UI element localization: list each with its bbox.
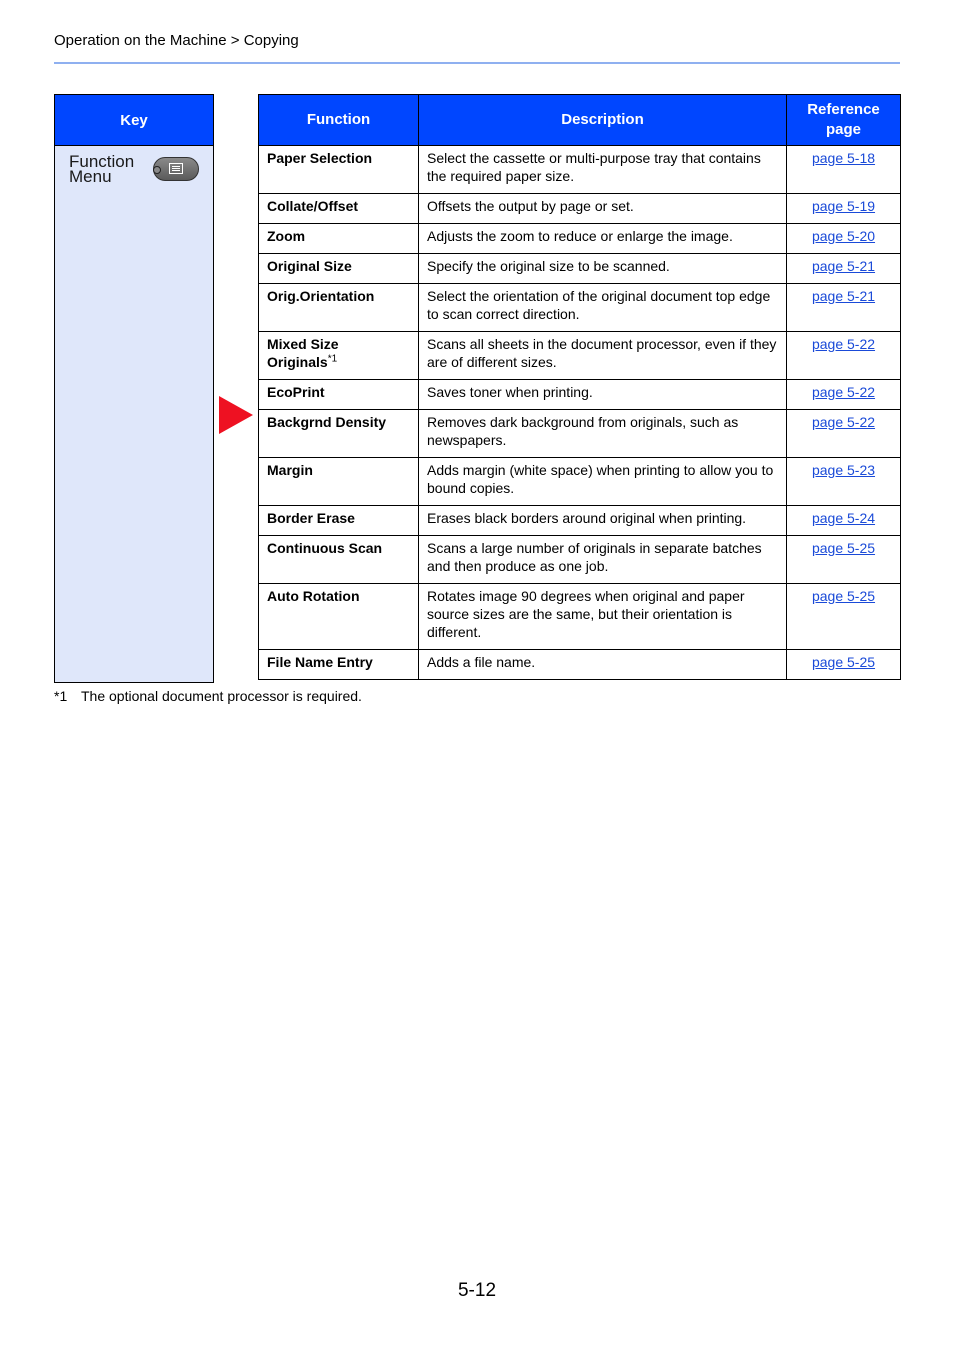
description-cell: Specify the original size to be scanned.	[419, 254, 787, 284]
table-row	[259, 254, 901, 284]
description-cell: Adds a file name.	[419, 650, 787, 680]
function-name: EcoPrint	[267, 384, 325, 400]
function-name: Original Size	[267, 258, 352, 274]
table-row	[259, 458, 901, 506]
reference-cell	[787, 650, 901, 680]
description-cell: Select the cassette or multi-purpose tray that contains the required paper size.	[419, 146, 787, 194]
reference-page-link[interactable]: page 5-22	[811, 384, 876, 400]
description-cell: Erases black borders around original when printing.	[419, 506, 787, 536]
reference-cell	[787, 584, 901, 650]
function-menu-button	[153, 157, 199, 181]
reference-cell	[787, 146, 901, 194]
description-cell: Removes dark background from originals, such as newspapers.	[419, 410, 787, 458]
function-name: Margin	[267, 462, 313, 478]
function-name-cell	[259, 224, 419, 254]
function-name-cell	[259, 380, 419, 410]
description-cell: Saves toner when printing.	[419, 380, 787, 410]
key-header: Key	[55, 95, 214, 146]
function-column-header: Function	[259, 95, 419, 146]
function-name-cell	[259, 584, 419, 650]
function-name: Paper Selection	[267, 150, 373, 166]
header-rule	[54, 62, 900, 64]
table-row	[259, 284, 901, 332]
key-label-line2: Menu	[69, 167, 112, 186]
footnote-reference: *1	[327, 353, 338, 365]
function-menu-key-label	[69, 154, 149, 184]
reference-page-link[interactable]: page 5-25	[811, 540, 876, 556]
reference-cell	[787, 536, 901, 584]
footnote	[54, 688, 362, 704]
reference-cell	[787, 332, 901, 380]
reference-page-link[interactable]: page 5-25	[811, 588, 876, 604]
function-name: Zoom	[267, 228, 306, 244]
description-cell: Scans a large number of originals in separate batches and then produce as one job.	[419, 536, 787, 584]
description-cell: Offsets the output by page or set.	[419, 194, 787, 224]
breadcrumb: Operation on the Machine > Copying	[54, 32, 299, 49]
function-name: Mixed Size Originals	[267, 336, 339, 370]
footnote-text: The optional document processor is required.	[81, 688, 362, 704]
reference-page-link[interactable]: page 5-18	[811, 150, 876, 166]
table-row	[259, 224, 901, 254]
reference-cell	[787, 224, 901, 254]
table-row	[259, 380, 901, 410]
reference-page-link[interactable]: page 5-22	[811, 414, 876, 430]
function-name: Orig.Orientation	[267, 288, 375, 304]
reference-page-link[interactable]: page 5-19	[811, 198, 876, 214]
table-row	[259, 650, 901, 680]
reference-column-header: Reference page	[787, 95, 901, 146]
function-name-cell	[259, 410, 419, 458]
reference-cell	[787, 506, 901, 536]
table-row	[259, 536, 901, 584]
reference-page-link[interactable]: page 5-25	[811, 654, 876, 670]
description-column-header: Description	[419, 95, 787, 146]
table-row	[259, 584, 901, 650]
function-name-cell	[259, 458, 419, 506]
function-name: Backgrnd Density	[267, 414, 387, 430]
table-row	[259, 332, 901, 380]
page-number: 5-12	[457, 1280, 497, 1301]
table-row	[259, 194, 901, 224]
function-table	[258, 94, 901, 680]
description-cell: Rotates image 90 degrees when original and paper source sizes are the same, but their orientation is different.	[419, 584, 787, 650]
key-table	[54, 94, 214, 683]
selected-row-arrow-icon	[219, 396, 253, 434]
reference-cell	[787, 410, 901, 458]
function-name-cell	[259, 254, 419, 284]
reference-cell	[787, 284, 901, 332]
key-cell	[55, 146, 214, 683]
table-row	[259, 506, 901, 536]
reference-page-link[interactable]: page 5-23	[811, 462, 876, 478]
function-name-cell	[259, 506, 419, 536]
description-cell: Scans all sheets in the document processor, even if they are of different sizes.	[419, 332, 787, 380]
function-name-cell	[259, 536, 419, 584]
reference-page-link[interactable]: page 5-21	[811, 288, 876, 304]
function-name-cell	[259, 650, 419, 680]
description-cell: Select the orientation of the original document top edge to scan correct direction.	[419, 284, 787, 332]
reference-page-link[interactable]: page 5-20	[811, 228, 876, 244]
table-row	[259, 410, 901, 458]
function-name-cell	[259, 194, 419, 224]
reference-page-link[interactable]: page 5-22	[811, 336, 876, 352]
function-name: File Name Entry	[267, 654, 373, 670]
function-name: Continuous Scan	[267, 540, 383, 556]
table-row	[259, 146, 901, 194]
reference-cell	[787, 254, 901, 284]
key-label-line1: Function	[69, 152, 135, 171]
reference-page-link[interactable]: page 5-21	[811, 258, 876, 274]
reference-cell	[787, 458, 901, 506]
function-name: Auto Rotation	[267, 588, 360, 604]
indicator-dot-icon	[153, 166, 161, 174]
function-name-cell	[259, 284, 419, 332]
function-name-cell	[259, 332, 419, 380]
reference-page-link[interactable]: page 5-24	[811, 510, 876, 526]
description-cell: Adds margin (white space) when printing to allow you to bound copies.	[419, 458, 787, 506]
reference-cell	[787, 194, 901, 224]
menu-list-icon	[169, 163, 183, 174]
description-cell: Adjusts the zoom to reduce or enlarge the image.	[419, 224, 787, 254]
footnote-mark: *1	[54, 688, 68, 704]
reference-cell	[787, 380, 901, 410]
function-name: Border Erase	[267, 510, 355, 526]
function-name: Collate/Offset	[267, 198, 359, 214]
function-name-cell	[259, 146, 419, 194]
